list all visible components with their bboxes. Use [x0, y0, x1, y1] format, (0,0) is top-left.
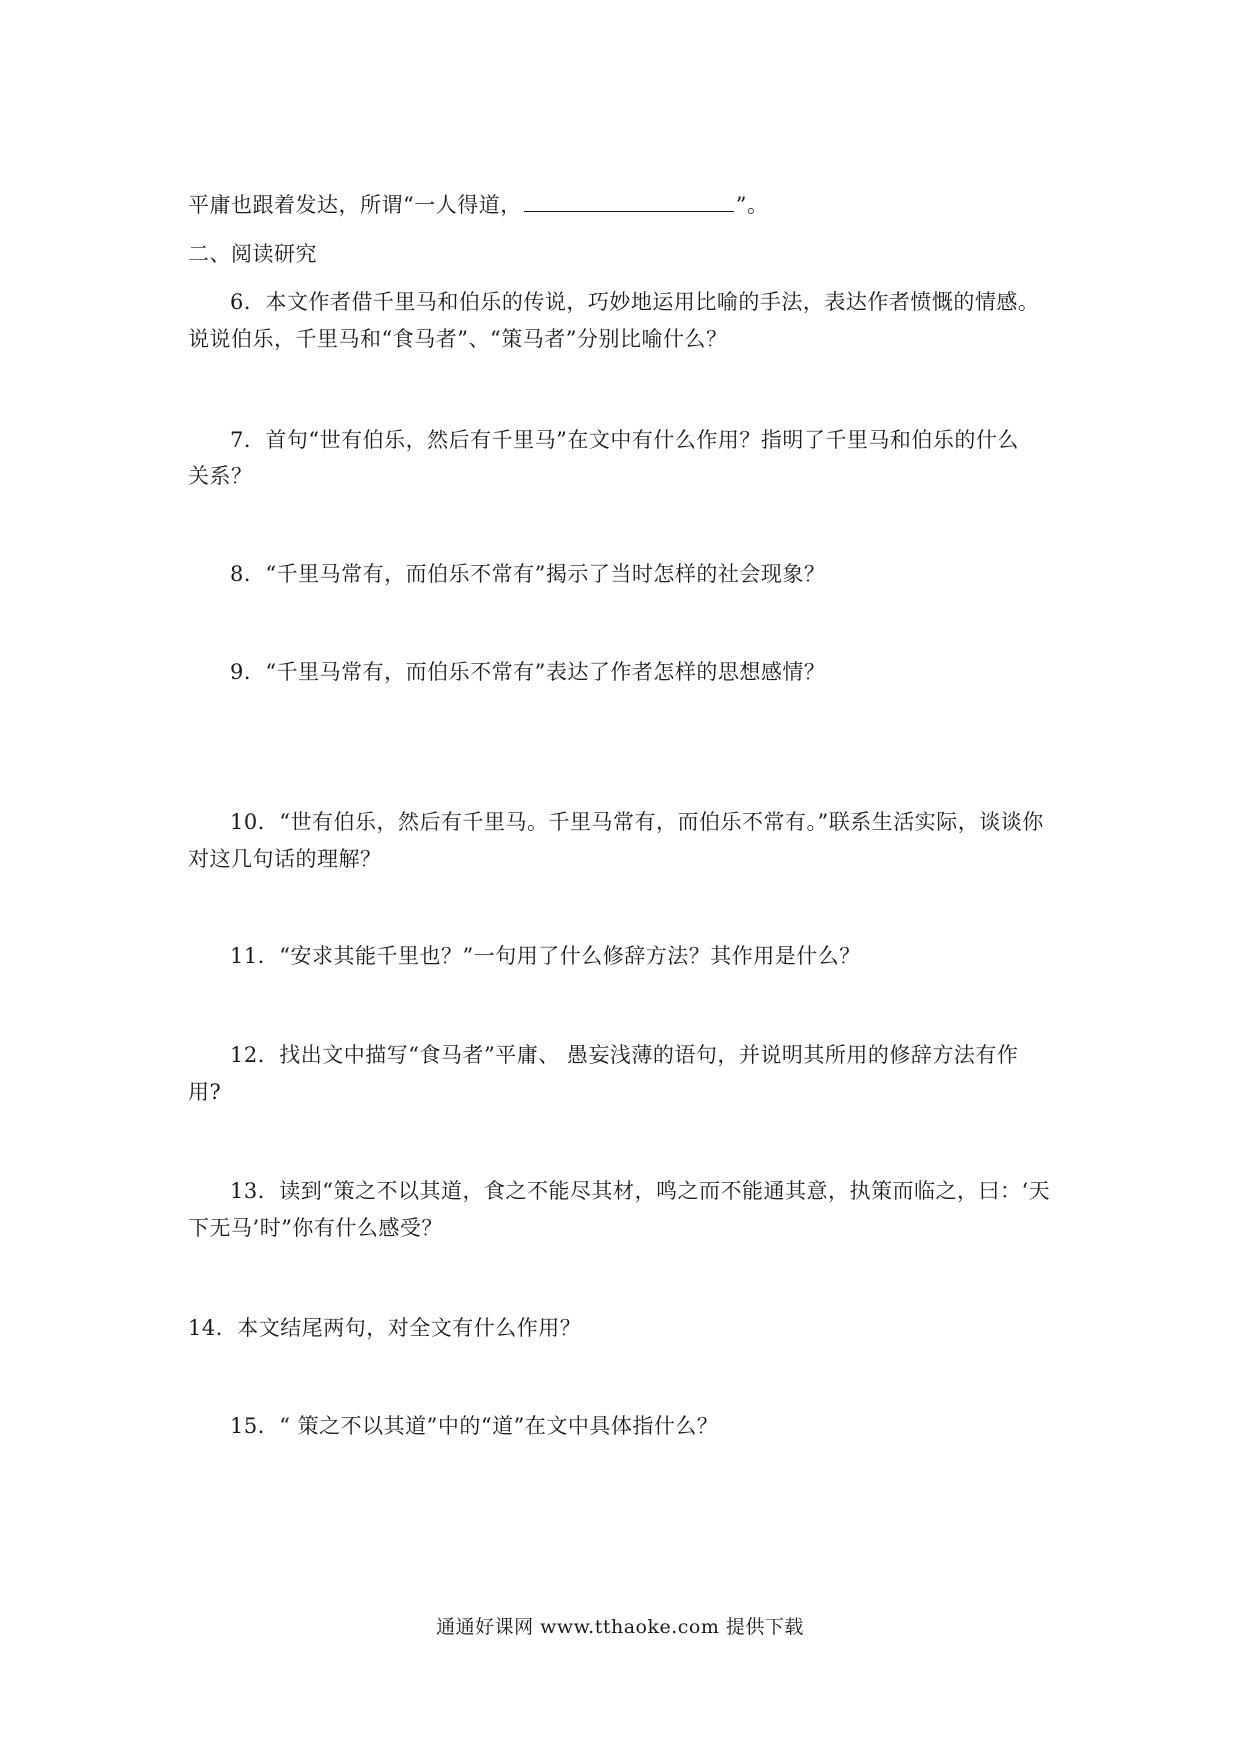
- question-line: 6．本文作者借千里马和伯乐的传说，巧妙地运用比喻的手法，表达作者愤慨的情感。: [230, 290, 1040, 314]
- question-line: 7．首句“世有伯乐，然后有千里马”在文中有什么作用？指明了千里马和伯乐的什么: [230, 428, 1019, 452]
- continuation-text: 平庸也跟着发达，所谓“一人得道，: [188, 193, 522, 217]
- question-line: 11．“安求其能千里也？”一句用了什么修辞方法？其作用是什么？: [230, 944, 861, 968]
- question-line: 对这几句话的理解？: [188, 847, 382, 871]
- continuation-end: ”。: [735, 193, 769, 217]
- question-line: 15．“ 策之不以其道”中的“道”在文中具体指什么？: [230, 1414, 719, 1438]
- question-line: 说说伯乐，千里马和“食马者”、“策马者”分别比喻什么？: [188, 327, 728, 351]
- question-line: 13．读到“策之不以其道，食之不能尽其材，鸣之而不能通其意，执策而临之，曰：‘天: [230, 1179, 1051, 1203]
- question-line: 9．“千里马常有，而伯乐不常有”表达了作者怎样的思想感情？: [230, 660, 826, 684]
- question-line: 10．“世有伯乐，然后有千里马。千里马常有，而伯乐不常有。”联系生活实际，谈谈你: [230, 810, 1044, 834]
- question-line: 关系？: [188, 464, 253, 488]
- section-title: 二、阅读研究: [188, 242, 317, 266]
- continuation-line: [188, 191, 769, 219]
- fill-in-blank: [524, 191, 734, 212]
- page-footer: 通通好课网 www.tthaoke.com 提供下载: [436, 1616, 804, 1638]
- question-line: 用?: [188, 1080, 222, 1104]
- question-line: 下无马’时”你有什么感受？: [188, 1216, 443, 1240]
- question-line: 12．找出文中描写“食马者”平庸、 愚妄浅薄的语句，并说明其所用的修辞方法有作: [230, 1043, 1019, 1067]
- question-line: 14．本文结尾两句，对全文有什么作用？: [188, 1316, 582, 1340]
- question-line: 8．“千里马常有，而伯乐不常有”揭示了当时怎样的社会现象？: [230, 562, 826, 586]
